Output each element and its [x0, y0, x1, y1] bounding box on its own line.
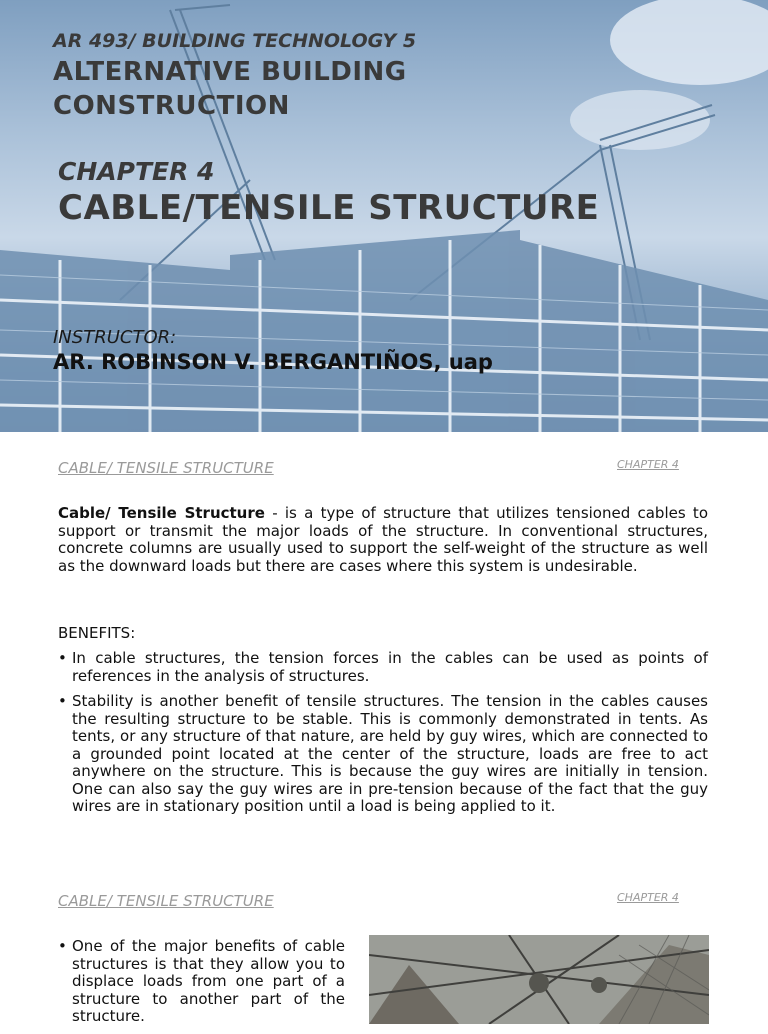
definition-term: Cable/ Tensile Structure [58, 504, 265, 522]
course-title-line2: CONSTRUCTION [53, 91, 290, 121]
instructor-label: INSTRUCTOR: [53, 327, 177, 348]
course-title-line1: ALTERNATIVE BUILDING [53, 57, 407, 87]
list-item: • In cable structures, the tension forces in the cables can be used as points of references in the analysis of structures. [58, 650, 708, 685]
cable-net-image [369, 935, 709, 1024]
list-item: • Stability is another benefit of tensile structures. The tension in the cables causes the resulting structure to be stable. This is commonly demonstrated in tents. As tents, or any structure of that nature, are held by guy wires, which are connected to a grounded point located at the center of the structure, loads are free to act anywhere on the structure. This is because the guy wires are initially in tension. One can also say the guy wires are in pre-tension because of the fact that the guy wires are in stationary position until a load is being applied to it. [58, 693, 708, 816]
course-code: AR 493/ BUILDING TECHNOLOGY 5 [53, 30, 417, 52]
chapter-tag: CHAPTER 4 [617, 458, 679, 471]
tensile-structure-photo [369, 935, 709, 1024]
list-item: • One of the major benefits of cable structures is that they allow you to displace loads from one part of a structure to another part of the structure. [58, 938, 345, 1026]
cover-slide [0, 0, 768, 432]
definition-text: - is a type of structure that utilizes tensioned cables to support or transmit the major loads of the structure. In conventional structures, concrete columns are usually used to support the self-weight of the structure as well as the downward loads but there are cases where this system is undesirable. [58, 504, 708, 575]
benefits-list [58, 650, 708, 824]
section-header-2: CABLE/ TENSILE STRUCTURE [58, 892, 274, 910]
course-title [53, 55, 407, 123]
chapter-number: CHAPTER 4 [58, 157, 215, 186]
chapter-title: CABLE/TENSILE STRUCTURE [58, 188, 600, 228]
chapter-tag-2: CHAPTER 4 [617, 891, 679, 904]
section-header: CABLE/ TENSILE STRUCTURE [58, 459, 274, 477]
benefits-label: BENEFITS: [58, 624, 136, 642]
page2-bullet-list [58, 938, 345, 1034]
instructor-name: AR. ROBINSON V. BERGANTIÑOS, uap [53, 350, 493, 374]
definition-paragraph [58, 505, 708, 575]
